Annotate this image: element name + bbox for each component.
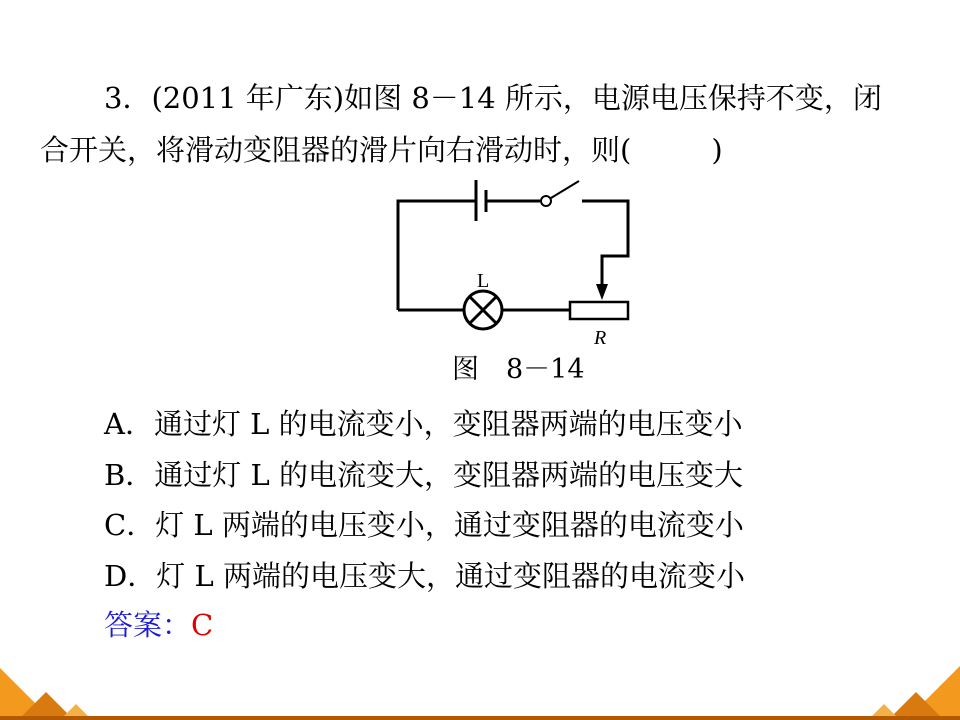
wire-right bbox=[582, 201, 628, 286]
option-b: B．通过灯 L 的电流变大，变阻器两端的电压变大 bbox=[104, 458, 744, 492]
switch-blade bbox=[551, 181, 579, 198]
option-c: C．灯 L 两端的电压变小，通过变阻器的电流变小 bbox=[104, 508, 744, 542]
figure-caption: 图 8－14 bbox=[452, 354, 585, 385]
switch-pivot bbox=[541, 196, 551, 206]
resistor-label: R bbox=[594, 327, 607, 349]
question-line-2-text: 合开关，将滑动变阻器的滑片向右滑动时，则( bbox=[40, 133, 632, 167]
answer-value: C bbox=[191, 608, 214, 642]
rheostat-body bbox=[570, 302, 628, 319]
question-line-2 bbox=[40, 130, 920, 170]
answer-label: 答案： bbox=[104, 608, 192, 642]
lamp-label: L bbox=[477, 270, 490, 292]
option-d: D．灯 L 两端的电压变大，通过变阻器的电流变小 bbox=[104, 559, 745, 593]
wire-left bbox=[398, 201, 476, 310]
footer-decoration bbox=[0, 660, 960, 720]
option-a: A．通过灯 L 的电流变小，变阻器两端的电压变小 bbox=[104, 407, 743, 441]
question-close-paren: ) bbox=[711, 133, 723, 167]
circuit-diagram bbox=[380, 170, 640, 352]
slider-arrow bbox=[596, 284, 608, 300]
answer-line bbox=[104, 605, 213, 645]
footer-bar bbox=[0, 716, 960, 720]
question-line-1: 3．(2011 年广东)如图 8－14 所示，电源电压保持不变，闭 bbox=[104, 81, 882, 115]
